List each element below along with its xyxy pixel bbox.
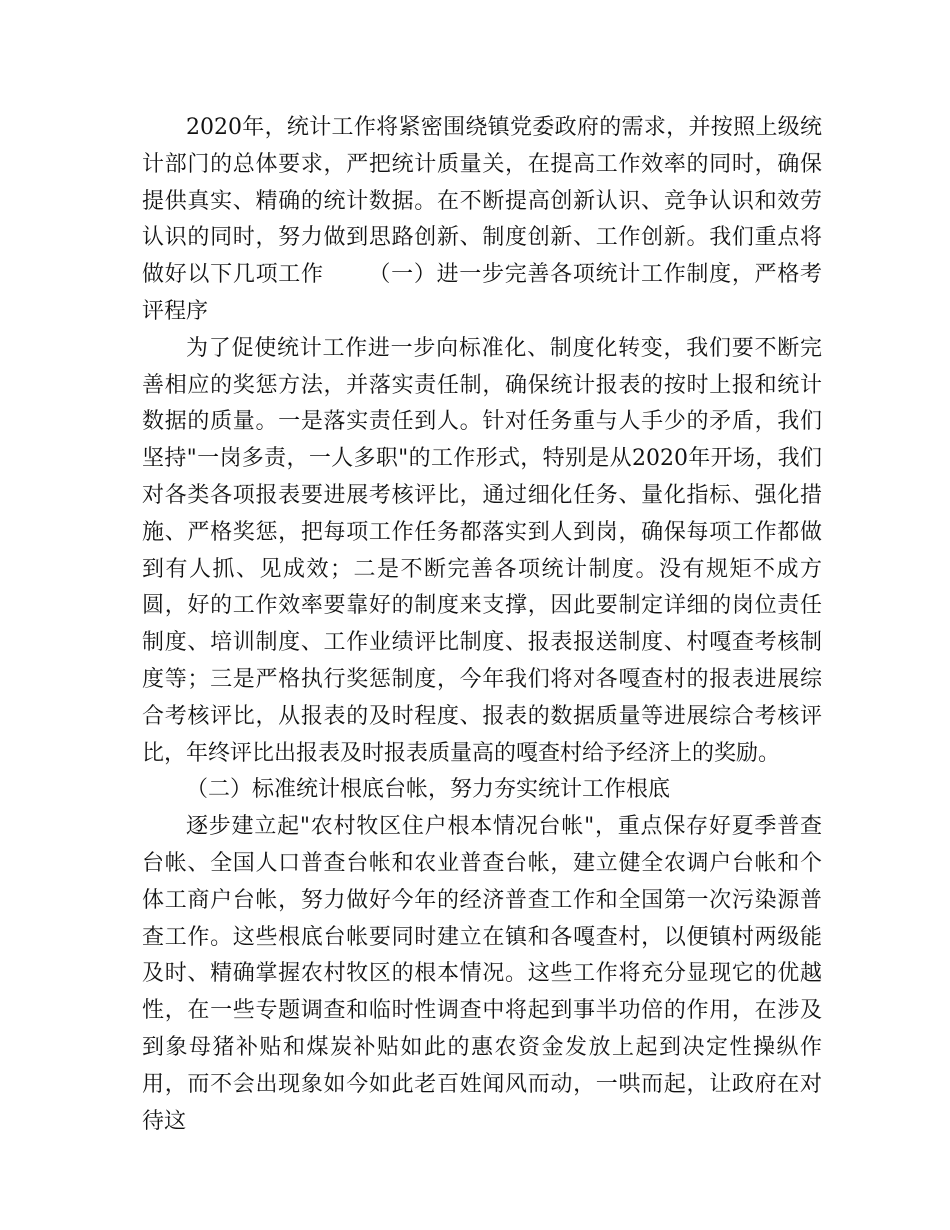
paragraph-3: 逐步建立起"农村牧区住户根本情况台帐"，重点保存好夏季普查台帐、全国人口普查台帐和农业普查台帐，建立健全农调户台帐和个体工商户台帐，努力做好今年的经济普查工作和全国第一次污染源普查工作。这些根底台帐要同时建立在镇和各嘎查村，以便镇村两级能及时、精确掌握农村牧区的根本情况。这些工作将充分显现它的优越性，在一些专题调查和临时性调查中将起到事半功倍的作用，在涉及到象母猪补贴和煤炭补贴如此的惠农资金发放上起到决定性操纵作用，而不会出现象如今如此老百姓闻风而动，一哄而起，让政府在对待这 — [142, 814, 822, 1134]
section-heading-1: （一）进一步完善各项统计工作制度，严格考评程序 — [142, 262, 822, 324]
paragraph-2: 为了促使统计工作进一步向标准化、制度化转变，我们要不断完善相应的奖惩方法，并落实责任制，确保统计报表的按时上报和统计数据的质量。一是落实责任到人。针对任务重与人手少的矛盾，我们坚持"一岗多责，一人多职"的工作形式，特别是从2020年开场，我们对各类各项报表要进展考核评比，通过细化任务、量化指标、强化措施、严格奖惩，把每项工作任务都落实到人到岗，确保每项工作都做到有人抓、见成效；二是不断完善各项统计制度。没有规矩不成方圆，好的工作效率要靠好的制度来支撑，因此要制定详细的岗位责任制度、培训制度、工作业绩评比制度、报表报送制度、村嘎查考核制度等；三是严格执行奖惩制度，今年我们将对各嘎查村的报表进展综合考核评比，从报表的及时程度、报表的数据质量等进展综合考核评比，年终评比出报表及时报表质量高的嘎查村给予经济上的奖励。 — [142, 335, 822, 766]
section-heading-2: （二）标准统计根底台帐，努力夯实统计工作根底 — [186, 777, 671, 803]
paragraph-1 — [142, 110, 822, 331]
document-body — [142, 110, 822, 1140]
paragraph-1-text: 2020年，统计工作将紧密围绕镇党委政府的需求，并按照上级统计部门的总体要求，严把统计质量关，在提高工作效率的同时，确保提供真实、精确的统计数据。在不断提高创新认识、竞争认识和效劳认识的同时，努力做到思路创新、制度创新、工作创新。我们重点将做好以下几项工作 — [142, 115, 822, 288]
